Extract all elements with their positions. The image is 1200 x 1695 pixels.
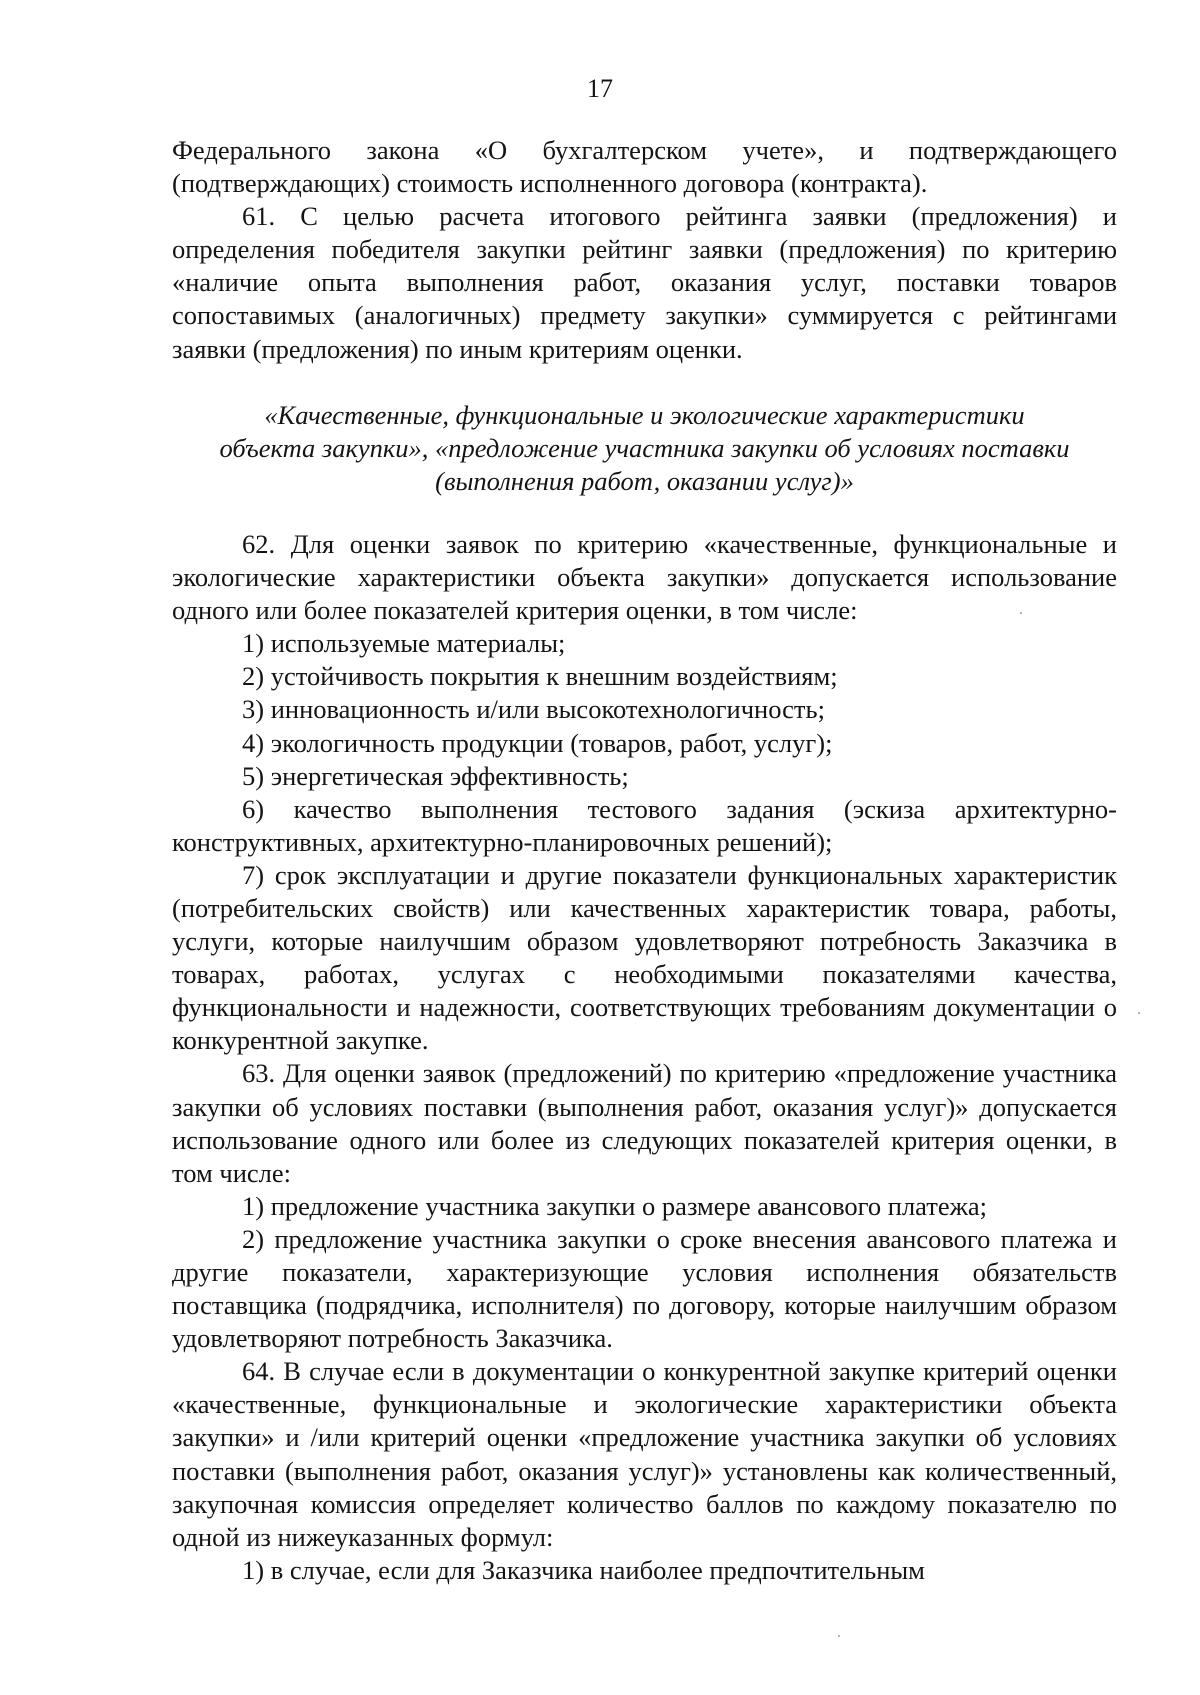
scan-speck xyxy=(838,1635,840,1637)
list-item: 3) инновационность и/или высокотехнологичность; xyxy=(242,694,825,725)
list-item: 5) энергетическая эффективность; xyxy=(242,760,629,791)
list-item: 2) предложение участника закупки о сроке внесения авансового платежа и другие показатели, характеризующие условия исполнения обязательств поставщика (подрядчика, исполнителя) по договору, которые наилучшим образом удовлетворяют потребность Заказчика. xyxy=(172,1223,1117,1354)
paragraph-64: 64. В случае если в документации о конкурентной закупке критерий оценки «качественные, функциональные и экологические характеристики объекта закупки» и /или критерий оценки «предложение участника закупки об условиях поставки (выполнения работ, оказания услуг)» установлены как количественный, закупочная комиссия определяет количество баллов по каждому показателю по одной из нижеуказанных формул: xyxy=(172,1356,1117,1552)
paragraph-61: 61. С целью расчета итогового рейтинга заявки (предложения) и определения победителя закупки рейтинг заявки (предложения) по критерию «наличие опыта выполнения работ, оказания услуг, поставки товаров сопоставимых (аналогичных) предмету закупки» суммируется с рейтингами заявки (предложения) по иным критериям оценки. xyxy=(172,201,1117,364)
list-item: 1) в случае, если для Заказчика наиболее предпочтительным xyxy=(242,1554,925,1585)
paragraph-63: 63. Для оценки заявок (предложений) по критерию «предложение участника закупки об условиях поставки (выполнения работ, оказания услуг)» допускается использование одного или более из следующих показателей критерия оценки, в том числе: xyxy=(172,1058,1117,1188)
list-item: 1) используемые материалы; xyxy=(242,628,566,659)
list-item: 1) предложение участника закупки о размере авансового платежа; xyxy=(242,1190,988,1221)
document-body xyxy=(172,134,1117,1587)
paragraph-62: 62. Для оценки заявок по критерию «качественные, функциональные и экологические характеристики объекта закупки» допускается использование одного или более показателей критерия оценки, в том числе: xyxy=(172,528,1117,626)
section-heading-line: «Качественные, функциональные и экологические характеристики xyxy=(264,399,1025,430)
section-heading xyxy=(172,399,1117,498)
list-item: 6) качество выполнения тестового задания (эскиза архитектурно-конструктивных, архитектурно-планировочных решений); xyxy=(172,793,1117,857)
section-heading-line: объекта закупки», «предложение участника закупки об условиях поставки xyxy=(219,432,1070,463)
list-item: 2) устойчивость покрытия к внешним воздействиям; xyxy=(242,661,838,692)
scan-speck xyxy=(1020,612,1022,614)
paragraph-continuation: Федерального закона «О бухгалтерском учете», и подтверждающего (подтверждающих) стоимость исполненного договора (контракта). xyxy=(172,135,1117,199)
list-item: 4) экологичность продукции (товаров, работ, услуг); xyxy=(242,727,833,758)
list-item: 7) срок эксплуатации и другие показатели функциональных характеристик (потребительских свойств) или качественных характеристик товара, работы, услуги, которые наилучшим образом удовлетворяют потребность Заказчика в товарах, работах, услугах с необходимыми показателями качества, функциональности и надежности, соответствующих требованиям документации о конкурентной закупке. xyxy=(172,859,1117,1056)
page-number: 17 xyxy=(587,74,613,103)
scan-speck xyxy=(1138,1012,1140,1014)
section-heading-line: (выполнения работ, оказании услуг)» xyxy=(435,465,854,496)
